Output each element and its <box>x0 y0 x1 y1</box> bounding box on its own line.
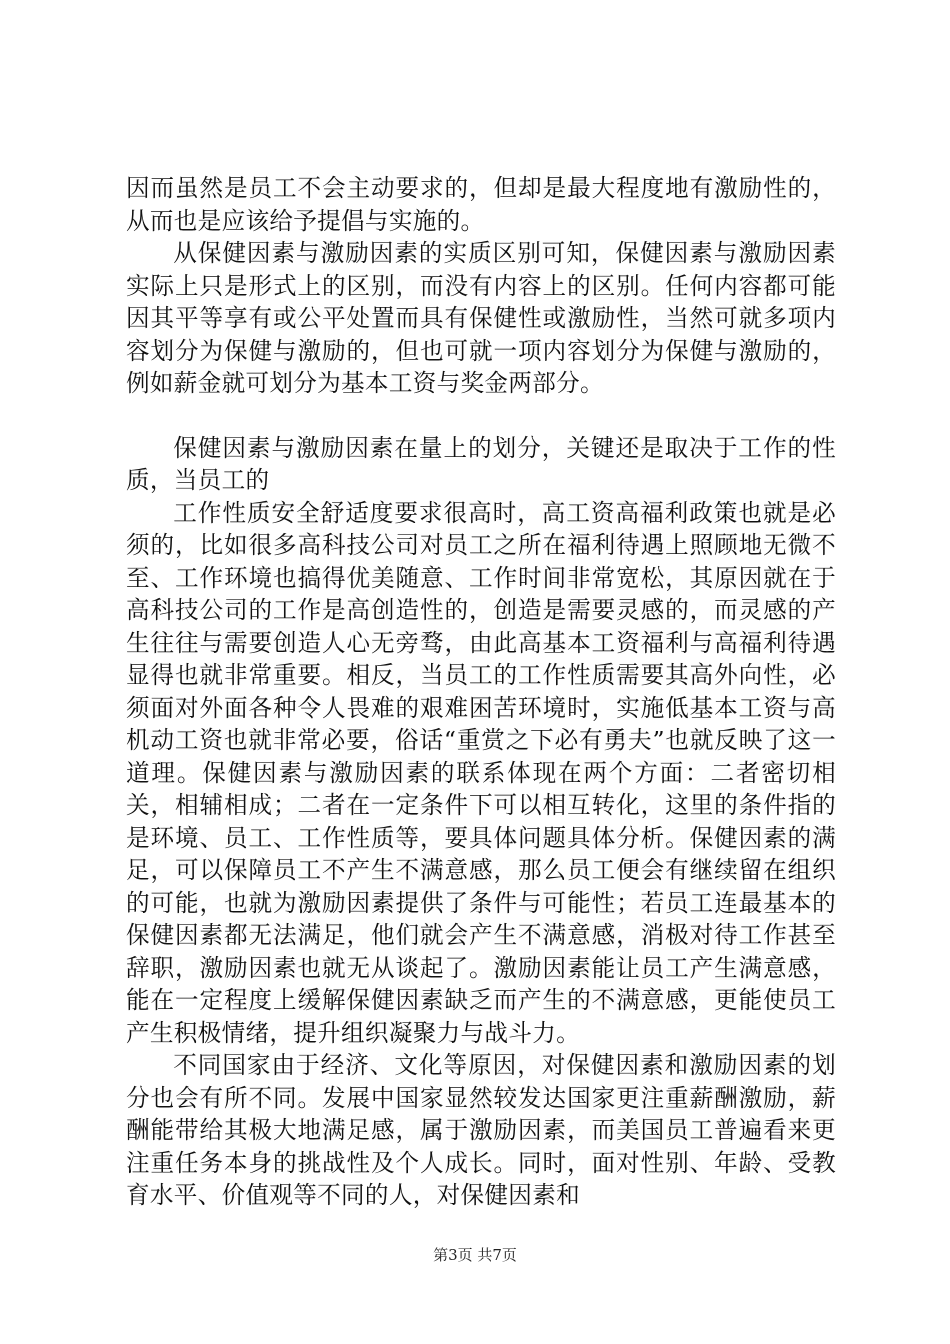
document-body <box>126 172 836 1212</box>
page-number-label: 第3页 共7页 <box>433 1246 517 1264</box>
paragraph-essence-distinction: 从保健因素与激励因素的实质区别可知，保健因素与激励因素实际上只是形式上的区别，而没有内容上的区别。任何内容都可能因其平等享有或公平处置而具有保健性或激励性，当然可就多项内容划分为保健与激励的，但也可就一项内容划分为保健与激励的，例如薪金就可划分为基本工资与奖金两部分。 <box>126 239 836 397</box>
paragraph-quantity-division: 保健因素与激励因素在量上的划分，关键还是取决于工作的性质，当员工的 <box>126 433 836 494</box>
paragraph-work-nature: 工作性质安全舒适度要求很高时，高工资高福利政策也就是必须的，比如很多高科技公司对员工之所在福利待遇上照顾地无微不至、工作环境也搞得优美随意、工作时间非常宽松，其原因就在于高科技公司的工作是高创造性的，创造是需要灵感的，而灵感的产生往往与需要创造人心无旁骛，由此高基本工资福利与高福利待遇显得也就非常重要。相反，当员工的工作性质需要其高外向性，必须面对外面各种令人畏难的艰难困苦环境时，实施低基本工资与高机动工资也就非常必要，俗话“重赏之下必有勇夫”也就反映了这一道理。保健因素与激励因素的联系体现在两个方面：二者密切相关，相辅相成；二者在一定条件下可以相互转化，这里的条件指的是环境、员工、工作性质等，要具体问题具体分析。保健因素的满足，可以保障员工不产生不满意感，那么员工便会有继续留在组织的可能，也就为激励因素提供了条件与可能性；若员工连最基本的保健因素都无法满足，他们就会产生不满意感，消极对待工作甚至辞职，激励因素也就无从谈起了。激励因素能让员工产生满意感，能在一定程度上缓解保健因素缺乏而产生的不满意感，更能使员工产生积极情绪，提升组织凝聚力与战斗力。 <box>126 498 836 1047</box>
page-footer <box>0 1245 950 1265</box>
paragraph-country-differences: 不同国家由于经济、文化等原因，对保健因素和激励因素的划分也会有所不同。发展中国家显然较发达国家更注重薪酬激励，薪酬能带给其极大地满足感，属于激励因素，而美国员工普遍看来更注重任务本身的挑战性及个人成长。同时，面对性别、年龄、受教育水平、价值观等不同的人，对保健因素和 <box>126 1051 836 1209</box>
paragraph-continuation: 因而虽然是员工不会主动要求的，但却是最大程度地有激励性的，从而也是应该给予提倡与实施的。 <box>126 174 836 235</box>
